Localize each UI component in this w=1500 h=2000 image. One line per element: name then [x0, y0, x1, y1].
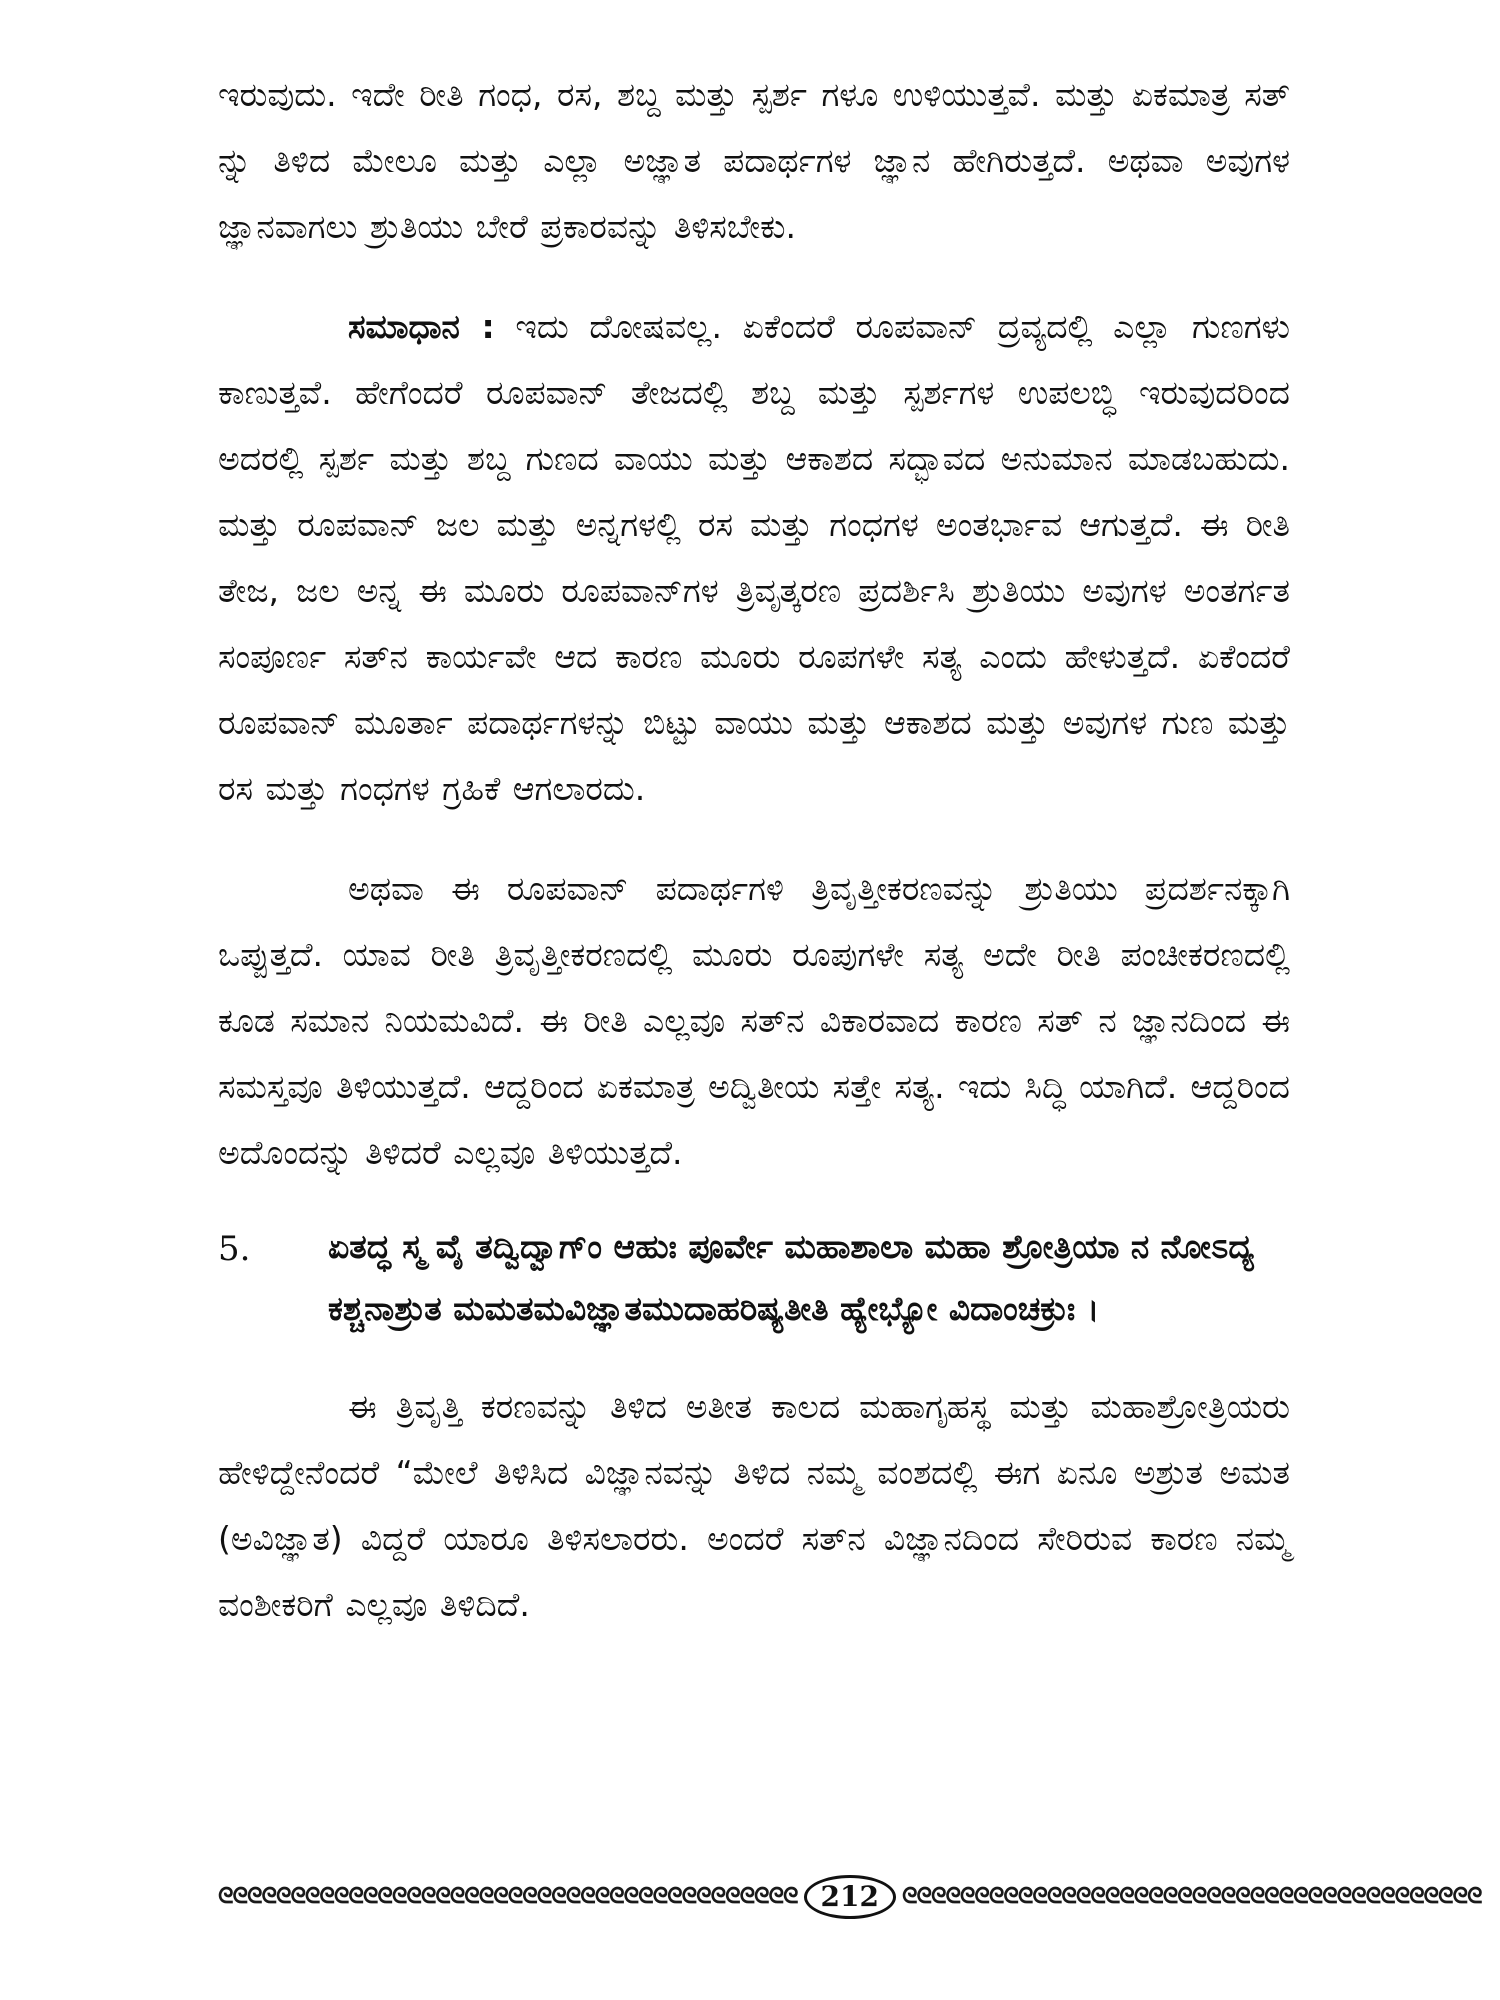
verse-number: 5. [218, 1229, 251, 1269]
page-footer [218, 1872, 1482, 1922]
paragraph-4: ಈ ತ್ರಿವೃತ್ತಿ ಕರಣವನ್ನು ತಿಳಿದ ಅತೀತ ಕಾಲದ ಮಹಾಗೃಹಸ್ಥ ಮತ್ತು ಮಹಾಶ್ರೋತ್ರಿಯರು ಹೇಳಿದ್ದೇನೆಂದರೆ “ಮೇಲೆ ತಿಳಿಸಿದ ವಿಜ್ಞಾನವನ್ನು ತಿಳಿದ ನಮ್ಮ ವಂಶದಲ್ಲಿ ಈಗ ಏನೂ ಅಶ್ರುತ ಅಮತ (ಅವಿಜ್ಞಾತ) ವಿದ್ದರೆ ಯಾರೂ ತಿಳಿಸಲಾರರು. ಅಂದರೆ ಸತ್‌ನ ವಿಜ್ಞಾನದಿಂದ ಸೇರಿರುವ ಕಾರಣ ನಮ್ಮ ವಂಶೀಕರಿಗೆ ಎಲ್ಲವೂ ತಿಳಿದಿದೆ. [218, 1387, 1290, 1624]
verse-text: ಏತದ್ಧ ಸ್ಮ ವೈ ತದ್ವಿದ್ವಾಗ್ಂ ಆಹುಃ ಪೂರ್ವೇ ಮಹಾಶಾಲಾ ಮಹಾ ಶ್ರೋತ್ರಿಯಾ ನ ನೋಽದ್ಯ ಕಶ್ಚನಾಶ್ರುತ ಮಮತಮವಿಜ್ಞಾತಮುದಾಹರಿಷ್ಯತೀತಿ ಹ್ಯೇಭ್ಯೋ ವಿದಾಂಚಕ್ರುಃ । [328, 1227, 1255, 1328]
decorative-border-left: ᘓᘓᘓᘓᘓᘓᘓᘓᘓᘓᘓᘓᘓᘓᘓᘓᘓᘓᘓᘓᘓᘓᘓᘓᘓᘓᘓᘓᘓᘓᘓᘓᘓᘓᘓᘓᘓᘓᘓᘓ [218, 1884, 798, 1909]
paragraph-samadhana [218, 294, 1290, 822]
paragraph-1: ಇರುವುದು. ಇದೇ ರೀತಿ ಗಂಧ, ರಸ, ಶಬ್ದ ಮತ್ತು ಸ್ಪರ್ಶ ಗಳೂ ಉಳಿಯುತ್ತವೆ. ಮತ್ತು ಏಕಮಾತ್ರ ಸತ್ ನ್ನು ತಿಳಿದ ಮೇಲೂ ಮತ್ತು ಎಲ್ಲಾ ಅಜ್ಞಾತ ಪದಾರ್ಥಗಳ ಜ್ಞಾನ ಹೇಗಿರುತ್ತದೆ. ಅಥವಾ ಅವುಗಳ ಜ್ಞಾನವಾಗಲು ಶ್ರುತಿಯು ಬೇರೆ ಪ್ರಕಾರವನ್ನು ತಿಳಿಸಬೇಕು. [218, 75, 1290, 246]
samadhana-text: ಇದು ದೋಷವಲ್ಲ. ಏಕೆಂದರೆ ರೂಪವಾನ್ ದ್ರವ್ಯದಲ್ಲಿ ಎಲ್ಲಾ ಗುಣಗಳು ಕಾಣುತ್ತವೆ. ಹೇಗೆಂದರೆ ರೂಪವಾನ್ ತೇಜದಲ್ಲಿ ಶಬ್ದ ಮತ್ತು ಸ್ಪರ್ಶಗಳ ಉಪಲಬ್ಧಿ ಇರುವುದರಿಂದ ಅದರಲ್ಲಿ ಸ್ಪರ್ಶ ಮತ್ತು ಶಬ್ದ ಗುಣದ ವಾಯು ಮತ್ತು ಆಕಾಶದ ಸದ್ಭಾವದ ಅನುಮಾನ ಮಾಡಬಹುದು. ಮತ್ತು ರೂಪವಾನ್ ಜಲ ಮತ್ತು ಅನ್ನಗಳಲ್ಲಿ ರಸ ಮತ್ತು ಗಂಧಗಳ ಅಂತರ್ಭಾವ ಆಗುತ್ತದೆ. ಈ ರೀತಿ ತೇಜ, ಜಲ ಅನ್ನ ಈ ಮೂರು ರೂಪವಾನ್‌ಗಳ ತ್ರಿವೃತ್ಕರಣ ಪ್ರದರ್ಶಿಸಿ ಶ್ರುತಿಯು ಅವುಗಳ ಅಂತರ್ಗತ ಸಂಪೂರ್ಣ ಸತ್‌ನ ಕಾರ್ಯವೇ ಆದ ಕಾರಣ ಮೂರು ರೂಪಗಳೇ ಸತ್ಯ ಎಂದು ಹೇಳುತ್ತದೆ. ಏಕೆಂದರೆ ರೂಪವಾನ್ ಮೂರ್ತಾ ಪದಾರ್ಥಗಳನ್ನು ಬಿಟ್ಟು ವಾಯು ಮತ್ತು ಆಕಾಶದ ಮತ್ತು ಅವುಗಳ ಗುಣ ಮತ್ತು ರಸ ಮತ್ತು ಗಂಧಗಳ ಗ್ರಹಿಕೆ ಆಗಲಾರದು. [218, 307, 1291, 808]
page-number: 212 [804, 1875, 896, 1919]
samadhana-label: ಸಮಾಧಾನ : [348, 307, 495, 346]
paragraph-3: ಅಥವಾ ಈ ರೂಪವಾನ್ ಪದಾರ್ಥಗಳಿ ತ್ರಿವೃತ್ತೀಕರಣವನ್ನು ಶ್ರುತಿಯು ಪ್ರದರ್ಶನಕ್ಕಾಗಿ ಒಪ್ಪುತ್ತದೆ. ಯಾವ ರೀತಿ ತ್ರಿವೃತ್ತೀಕರಣದಲ್ಲಿ ಮೂರು ರೂಪುಗಳೇ ಸತ್ಯ ಅದೇ ರೀತಿ ಪಂಚೀಕರಣದಲ್ಲಿ ಕೂಡ ಸಮಾನ ನಿಯಮವಿದೆ. ಈ ರೀತಿ ಎಲ್ಲವೂ ಸತ್‌ನ ವಿಕಾರವಾದ ಕಾರಣ ಸತ್ ನ ಜ್ಞಾನದಿಂದ ಈ ಸಮಸ್ತವೂ ತಿಳಿಯುತ್ತದೆ. ಆದ್ದರಿಂದ ಏಕಮಾತ್ರ ಅದ್ವಿತೀಯ ಸತ್ತೇ ಸತ್ಯ. ಇದು ಸಿದ್ಧಿ ಯಾಗಿದೆ. ಆದ್ದರಿಂದ ಅದೊಂದನ್ನು ತಿಳಿದರೆ ಎಲ್ಲವೂ ತಿಳಿಯುತ್ತದೆ. [218, 869, 1290, 1172]
decorative-border-right: ᘓᘓᘓᘓᘓᘓᘓᘓᘓᘓᘓᘓᘓᘓᘓᘓᘓᘓᘓᘓᘓᘓᘓᘓᘓᘓᘓᘓᘓᘓᘓᘓᘓᘓᘓᘓᘓᘓᘓᘓ [901, 1884, 1482, 1909]
page-body [218, 62, 1290, 1638]
verse-block [218, 1216, 1290, 1340]
